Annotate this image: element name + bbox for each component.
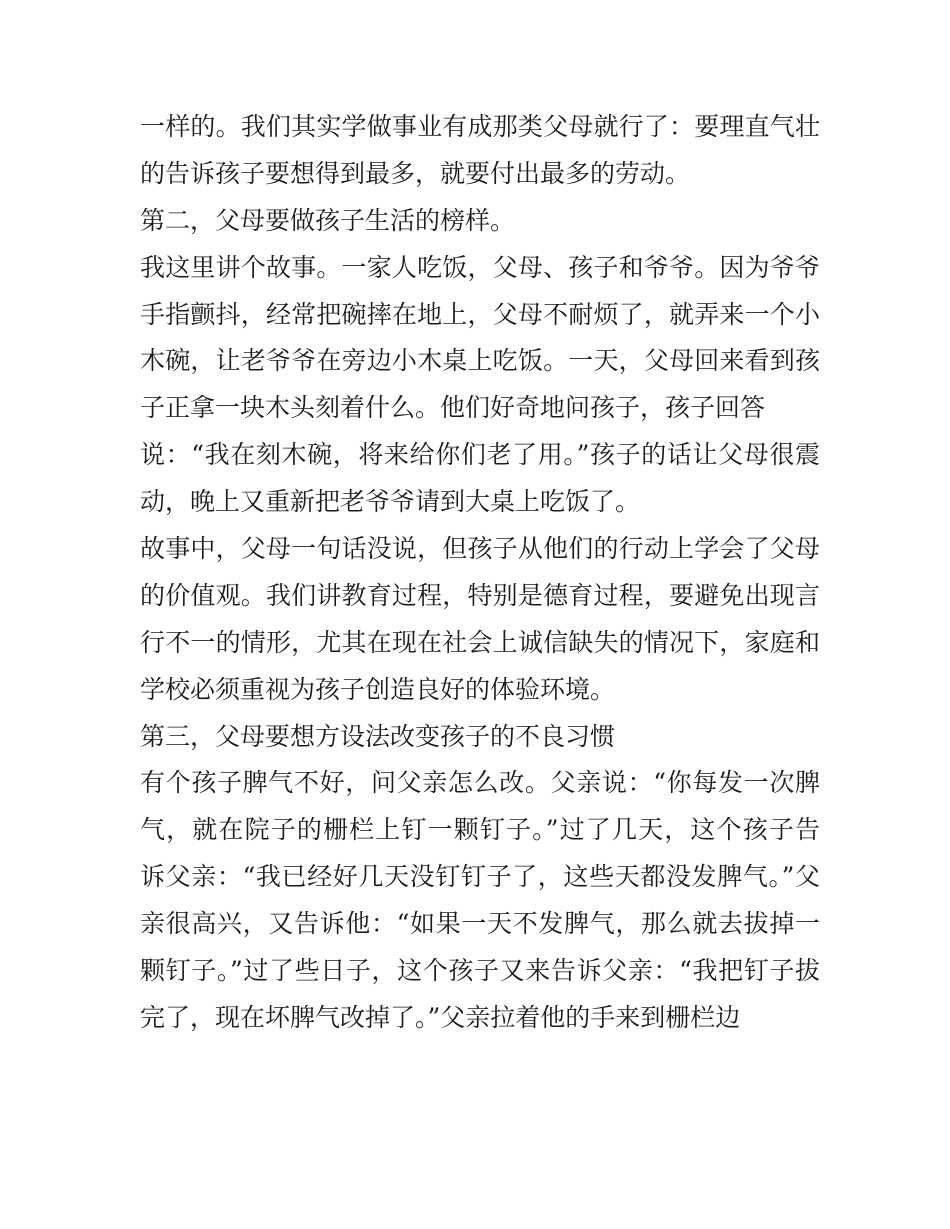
text-line: 气，就在院子的栅栏上钉一颗钉子。”过了几天，这个孩子告 <box>140 815 820 845</box>
document-text-body <box>140 107 820 1045</box>
text-line: 完了，现在坏脾气改掉了。”父亲拉着他的手来到栅栏边 <box>140 1002 741 1032</box>
text-line: 动，晚上又重新把老爷爷请到大桌上吃饭了。 <box>140 487 641 517</box>
text-line: 颗钉子。”过了些日子，这个孩子又来告诉父亲：“我把钉子拔 <box>140 956 820 986</box>
text-line: 说：“我在刻木碗，将来给你们老了用。”孩子的话让父母很震 <box>140 440 820 470</box>
text-line: 有个孩子脾气不好，问父亲怎么改。父亲说：“你每发一次脾 <box>140 768 820 798</box>
text-line: 诉父亲：“我已经好几天没钉钉子了，这些天都没发脾气。”父 <box>140 862 820 892</box>
text-line: 的价值观。我们讲教育过程，特别是德育过程，要避免出现言 <box>140 580 820 610</box>
text-line: 我这里讲个故事。一家人吃饭，父母、孩子和爷爷。因为爷爷 <box>140 252 820 282</box>
text-line: 手指颤抖，经常把碗摔在地上，父母不耐烦了，就弄来一个小 <box>140 299 820 329</box>
section-heading: 第三，父母要想方设法改变孩子的不良习惯 <box>140 721 616 751</box>
text-line: 子正拿一块木头刻着什么。他们好奇地问孩子，孩子回答 <box>140 393 766 423</box>
text-line: 亲很高兴，又告诉他：“如果一天不发脾气，那么就去拔掉一 <box>140 909 820 939</box>
text-line: 一样的。我们其实学做事业有成那类父母就行了：要理直气壮 <box>140 112 820 141</box>
section-heading: 第二，父母要做孩子生活的榜样。 <box>140 205 516 235</box>
text-line: 木碗，让老爷爷在旁边小木桌上吃饭。一天，父母回来看到孩 <box>140 346 820 376</box>
text-line: 故事中，父母一句话没说，但孩子从他们的行动上学会了父母 <box>140 534 820 564</box>
text-line: 学校必须重视为孩子创造良好的体验环境。 <box>140 674 616 704</box>
text-line: 的告诉孩子要想得到最多，就要付出最多的劳动。 <box>140 158 691 188</box>
text-line: 行不一的情形，尤其在现在社会上诚信缺失的情况下，家庭和 <box>140 627 820 657</box>
